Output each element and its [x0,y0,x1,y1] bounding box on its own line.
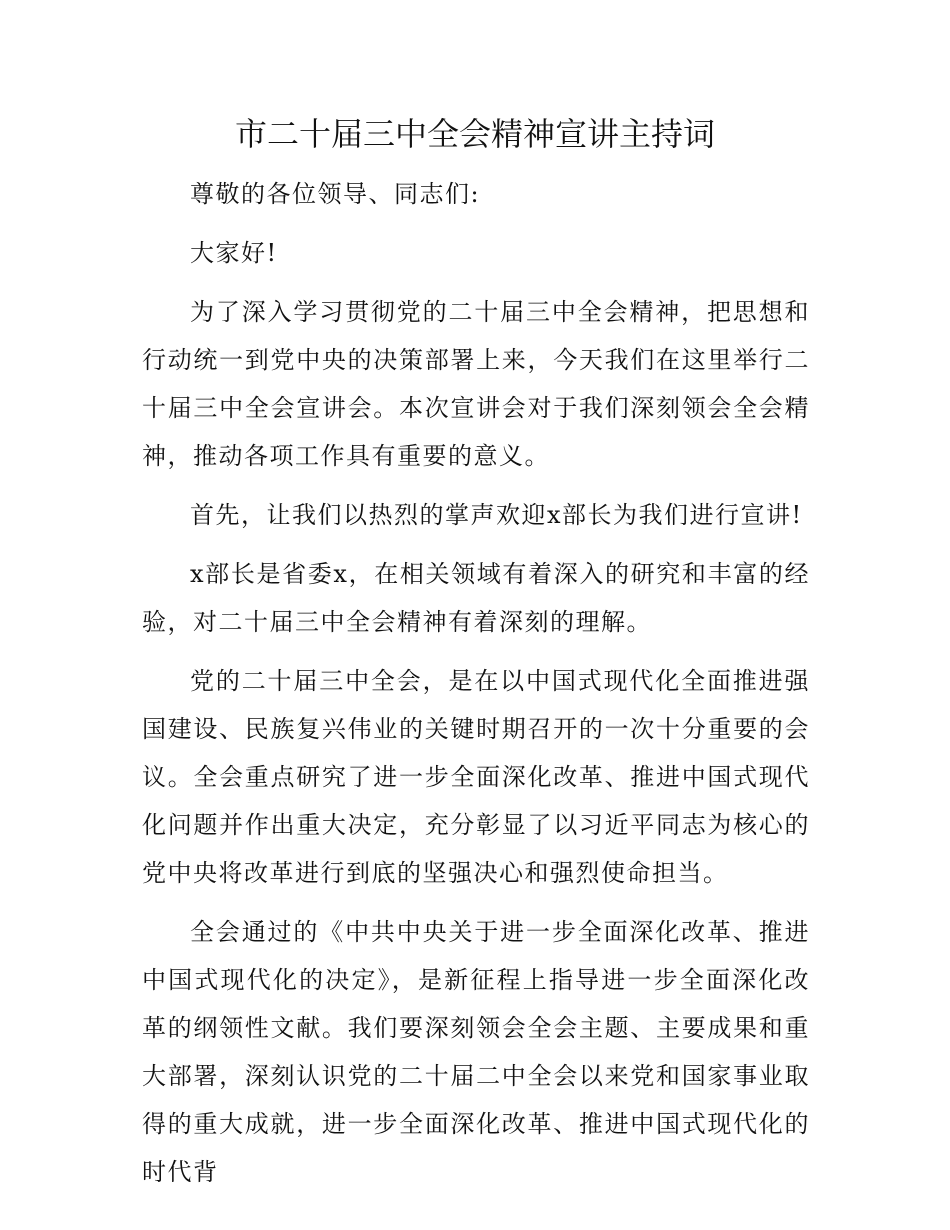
paragraph-speaker-intro: x部长是省委x，在相关领域有着深入的研究和丰富的经验，对二十届三中全会精神有着深刻的理解。 [142,560,810,636]
paragraph-salutation: 尊敬的各位领导、同志们: [190,180,481,208]
paragraph-purpose: 为了深入学习贯彻党的二十届三中全会精神，把思想和行动统一到党中央的决策部署上来，今天我们在这里举行二十届三中全会宣讲会。本次宣讲会对于我们深刻领会全会精神，推动各项工作具有重要的意义。 [142,298,810,470]
document-title: 市二十届三中全会精神宣讲主持词 [234,115,715,153]
paragraph-decision: 全会通过的《中共中央关于进一步全面深化改革、推进中国式现代化的决定》，是新征程上指导进一步全面深化改革的纲领性文献。我们要深刻领会全会主题、主要成果和重大部署，深刻认识党的二十届二中全会以来党和国家事业取得的重大成就，进一步全面深化改革、推进中国式现代化的时代背 [142,918,810,1186]
paragraph-greeting: 大家好! [190,239,278,267]
paragraph-welcome: 首先，让我们以热烈的掌声欢迎x部长为我们进行宣讲! [190,501,803,529]
document-body [142,170,810,1207]
paragraph-plenum-background: 党的二十届三中全会，是在以中国式现代化全面推进强国建设、民族复兴伟业的关键时期召开的一次十分重要的会议。全会重点研究了进一步全面深化改革、推进中国式现代化问题并作出重大决定，充分彰显了以习近平同志为核心的党中央将改革进行到底的坚强决心和强烈使命担当。 [142,667,810,887]
